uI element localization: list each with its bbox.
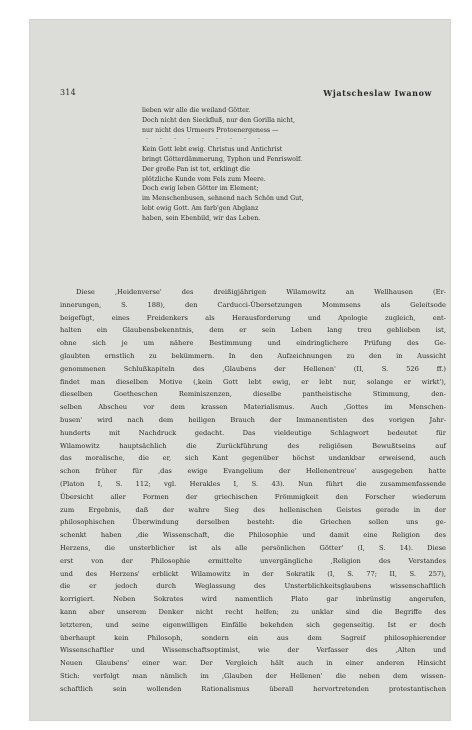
poem-line: Der große Pan ist tot, erklingt die	[142, 165, 250, 173]
body-line: (Platon I, S. 112; vgl. Herakles I, S. 43). Nun führt die zusammenfassende	[60, 479, 446, 488]
running-title: Wjatscheslaw Iwanow	[323, 88, 432, 98]
body-line: Stich: verfolgt man nämlich im ‚Glauben der Hellenen' die neben dem wissen-	[60, 671, 446, 680]
body-line: Wissenschaftler und Wissenschaftsoptimist, wie der Verfasser des ‚Alten und	[60, 646, 446, 655]
body-line: das moralische, die er, sich Kant gegenüber höchst undankbar erweisend, auch	[60, 454, 446, 463]
page-header	[60, 88, 432, 100]
body-line: erst von der Philosophie ermittelte unvergängliche ‚Religion des Verstandes	[60, 556, 446, 565]
body-line: Diese ‚Heidenverse' des dreißigjährigen Wilamowitz an Wellhausen (Er-	[76, 288, 446, 296]
body-line: Herzens, die unsterblicher ist als alle persönlichen Götter' (I, S. 14). Diese	[60, 543, 446, 552]
body-line: korrigiert. Neben Sokrates wird namentlich Plato gar inbrünstig angerufen,	[60, 595, 446, 604]
poem-line: plötzliche Kunde vom Fels zum Meere.	[142, 175, 266, 183]
poem-line: Doch ewig leben Götter im Element;	[142, 185, 259, 193]
body-line: selben Abscheu vor dem krassen Materialismus. Auch ‚Gottes im Menschen-	[60, 403, 446, 412]
body-line: und des Herzens' erblickt Wilamowitz in der Sokratik (I, S. 77; II, S. 257),	[60, 569, 446, 578]
poem	[142, 106, 392, 224]
body-line: überhaupt kein Philosoph, sondern ein aus dem Sagreif philosophierender	[60, 633, 446, 642]
body-line: genommenen Schlußkapiteln des ‚Glaubens der Hellenen' (II, S. 526 ff.)	[60, 364, 446, 373]
body-line: hunderts mit Nachdruck gedacht. Das vieldeutige Schlagwort bedeutet für	[60, 428, 446, 437]
page-number: 314	[60, 88, 76, 97]
body-line: innerungen, S. 188), den Carducci-Übersetzungen Mommsens als Geleitsode	[60, 300, 446, 309]
body-line: glaubten ernstlich zu bekümmern. In den Aufzeichnungen zu den in Aussicht	[60, 351, 446, 360]
body-line: die er jedoch durch Weglassung des Unsterblichkeitsglaubens wissenschaftlich	[60, 582, 446, 591]
body-line: Übersicht aller Formen der griechischen Frömmigkeit den Forscher wiederum	[60, 492, 446, 501]
body-line: kann aber unserem Denker nicht recht helfen; zu unklar sind die Begriffe des	[60, 607, 446, 616]
body-line: letzteren, und seine eigenwilligen Einfälle bekehden sich gegenseitig. Ist er doch	[60, 620, 446, 629]
body-line: philosophischen Überwindung derselben besteht: die Griechen sollen uns ge-	[60, 518, 446, 527]
body-line: zum Ergebnis, daß der wahre Sieg des hellenischen Geistes gerade in der	[60, 505, 446, 514]
poem-line: nur nicht des Urmeers Protoenergeness —	[142, 126, 279, 134]
body-line: findet man dieselben Motive (‚kein Gott lebt ewig, er lebt nur, solange er wirkt'),	[60, 377, 446, 386]
body-line: halten ein Glaubensbekenntnis, dem er sein Leben lang treu geblieben ist,	[60, 326, 446, 335]
body-line: schaftlich sein wollenden Rationalismus überall hervortretenden protestantischen	[60, 684, 446, 693]
poem-line: bringt Götterdämmerung, Typhon und Fenriswolf.	[142, 155, 303, 163]
poem-line: Kein Gott lebt ewig. Christus und Antichrist	[142, 146, 283, 154]
body-line: schenkt haben ‚die Wissenschaft, die Philosophie und damit eine Religion des	[60, 531, 446, 540]
body-line: dieselben Goetheschen Reminiszenzen, dieselbe pantheistische Stimmung, den-	[60, 390, 446, 399]
body-line: Wilamowitz hauptsächlich die Zurückführung des religiösen Bewußtseins auf	[60, 441, 446, 450]
body-line: schon früher für ‚das ewige Evangelium der Hellenentreue' ausgegeben hatte	[60, 467, 446, 476]
poem-line: Doch nicht den Sieckfluß, nur den Gorilla nicht,	[142, 116, 296, 124]
body-line: busen' wird nach dem heiligen Brauch der Immanentisten des vorigen Jahr-	[60, 415, 446, 424]
poem-line: lebt ewig Gott. Am farb'gen Abglanz	[142, 204, 259, 212]
body-line: ohne sich je um nähere Bestimmung und eindringlichere Prüfung des Ge-	[60, 339, 446, 348]
poem-line: haben, sein Ebenbild, wir das Leben.	[142, 214, 261, 222]
body-line: Neuen Glaubens' einer war. Der Vergleich hält auch in einer anderen Hinsicht	[60, 659, 446, 668]
body-text	[60, 286, 446, 696]
poem-separator: · · · · · · · · ·	[146, 136, 266, 144]
poem-line: im Menschenbusen, sehnend nach Schön und Gut,	[142, 195, 304, 203]
poem-line: lieben wir alle die weiland Götter.	[142, 107, 251, 114]
book-page	[30, 20, 450, 720]
body-line: beigefügt, eines Freidenkers als Herausforderung und Apologie zugleich, ent-	[60, 313, 446, 322]
